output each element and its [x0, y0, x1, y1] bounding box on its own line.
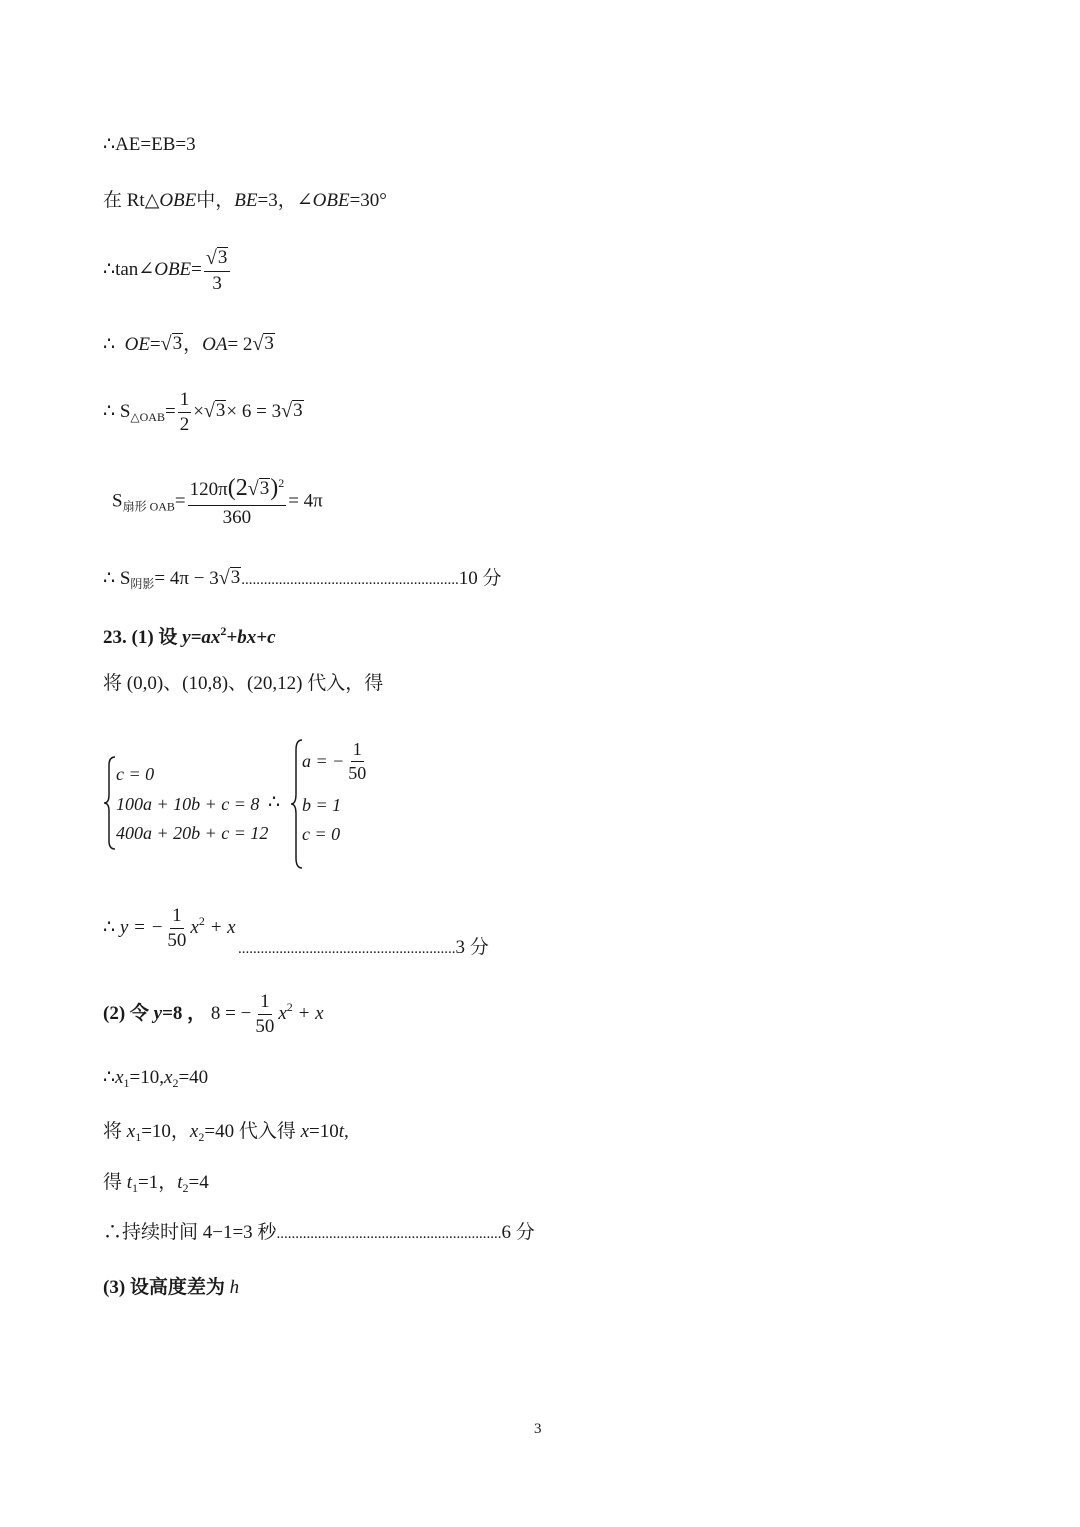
q3-h: h — [229, 1277, 240, 1298]
line-sector-area — [112, 476, 323, 528]
sys2-row-c: c = 0 — [302, 824, 341, 844]
tri-root-2: 3 — [293, 399, 303, 421]
tri-rest: × 6 = 3 — [226, 400, 282, 422]
line-ae-eb — [103, 135, 196, 154]
line-rt-triangle — [103, 191, 387, 210]
sector-fraction: 120π(2 √ 3 )$^2$ 360 — [189, 475, 285, 529]
half-den: 2 — [179, 413, 190, 435]
sub2-x1-val: =10， — [141, 1121, 190, 1142]
times-1: × — [193, 400, 204, 422]
sys2-a-fraction — [346, 740, 368, 783]
score-6: 6 分 — [501, 1222, 535, 1243]
sub2-expr-x: x — [300, 1121, 310, 1142]
var-be: BE — [234, 190, 258, 211]
var-oe: OE — [124, 333, 150, 355]
q2-num: 1 — [258, 992, 272, 1015]
q2-exp: 2 — [286, 999, 293, 1014]
line-substitute-points — [103, 674, 383, 693]
sector-exp: 2 — [278, 476, 285, 490]
var-obe-angle: OBE — [312, 190, 350, 211]
line-oe-oa: ∴ OE= √ 3 ，OA= 2 √ 3 — [103, 332, 274, 355]
sector-den: 360 — [222, 507, 252, 529]
sub2-x2-val: =40 代入得 — [204, 1121, 301, 1142]
equation-system-2 — [290, 738, 400, 870]
tan-prefix: ∴tan∠ — [103, 258, 155, 280]
q2-plus-x: + x — [292, 1002, 324, 1024]
oa-root: 3 — [264, 333, 274, 354]
tan-den: 3 — [212, 272, 222, 294]
q2-den: 50 — [255, 1015, 275, 1037]
q2-x: x — [278, 1002, 287, 1024]
sub2-x2-sub: 2 — [198, 1130, 205, 1144]
oe-root: 3 — [172, 333, 183, 354]
roots-x2-val: =40 — [178, 1067, 209, 1088]
shaded-sub: 阴影 — [130, 576, 155, 591]
q2-y: y — [153, 1002, 163, 1024]
sys2-row-b: b = 1 — [302, 795, 342, 815]
sub2-expr-rest: =10 — [309, 1121, 339, 1142]
line-t-values — [103, 1173, 209, 1194]
t1-val: =1， — [138, 1172, 178, 1193]
q23-rest: +bx+c — [226, 627, 276, 648]
oa-eq: = 2 — [227, 333, 253, 355]
therefore-4: ∴ — [103, 333, 116, 355]
left-brace-1 — [103, 755, 117, 851]
sub2-x1-sub: 1 — [135, 1130, 142, 1144]
oe-eq: = — [149, 333, 161, 355]
q23-eq: y=ax — [182, 627, 221, 648]
sys-therefore-symbol: ∴ — [268, 792, 281, 813]
tan-eq: = — [191, 258, 202, 280]
q2-fraction — [253, 992, 276, 1037]
line-q2 — [103, 992, 324, 1037]
therefore-7: ∴ S — [103, 567, 131, 589]
shaded-root: 3 — [230, 567, 241, 588]
line-score-3 — [238, 938, 489, 957]
tan-num-root: 3 — [217, 247, 228, 268]
sector-paren-r: ) — [270, 475, 279, 501]
half-fraction — [178, 390, 192, 435]
roots-x1: x — [115, 1067, 124, 1088]
q3-label: (3) 设高度差为 — [103, 1277, 230, 1298]
sector-eq: = — [174, 490, 186, 512]
t1: t — [126, 1172, 133, 1193]
half-num: 1 — [178, 390, 192, 413]
t1-sub: 1 — [132, 1181, 139, 1195]
res-y: y = − — [119, 916, 164, 938]
sub2-t: t — [338, 1121, 345, 1142]
triangle-sub: △OAB — [130, 409, 165, 424]
line-result-y — [103, 906, 236, 951]
sector-num-a: 120π — [189, 479, 228, 500]
res-num: 1 — [170, 906, 184, 929]
shaded-eq: = 4π − 3 — [154, 567, 219, 589]
rt-mid: 中， — [196, 190, 235, 211]
dotted-leader-3: .......................................................... — [238, 941, 456, 957]
sys1-row-3: 400a + 20b + c = 12 — [116, 823, 269, 843]
res-exp: 2 — [198, 913, 205, 928]
substitute-points-text: 将 (0,0)、(10,8)、(20,12) 代入，得 — [103, 673, 384, 694]
line-duration — [103, 1223, 535, 1242]
q2-eq8: =8 ， — [162, 1002, 207, 1024]
q2-label: (2) 令 — [103, 1002, 154, 1024]
line-q3 — [103, 1278, 239, 1297]
res-fraction — [165, 906, 188, 951]
sys2-row-a — [302, 740, 370, 783]
triangle-eq: = — [164, 400, 176, 422]
var-oa: OA — [202, 333, 228, 355]
sys2-a-prefix: a = − — [302, 751, 345, 772]
sys2-a-num: 1 — [351, 740, 364, 762]
score-3: 3 分 — [455, 937, 489, 958]
sys2-a-den: 50 — [348, 762, 367, 783]
sub2-prefix: 将 — [103, 1121, 127, 1142]
sub2-comma: , — [344, 1121, 349, 1142]
roots-x1-sub: 1 — [123, 1076, 130, 1090]
q23-exp: 2 — [220, 624, 227, 638]
roots-x2: x — [164, 1067, 173, 1088]
tri-root: 3 — [215, 399, 226, 421]
roots-x2-sub: 2 — [172, 1076, 179, 1090]
dotted-leader-6: ............................................................ — [276, 1226, 502, 1242]
angle-value: =30° — [349, 190, 387, 211]
q2-rhs: 8 = − — [210, 1002, 252, 1024]
dotted-leader-10: .......................................................... — [241, 571, 459, 588]
t-prefix: 得 — [103, 1172, 127, 1193]
t2-val: =4 — [188, 1172, 209, 1193]
rt-prefix: 在 Rt△ — [103, 190, 160, 211]
therefore-roots: ∴ — [103, 1067, 116, 1088]
sector-paren-l: (2 — [227, 475, 248, 501]
t2: t — [177, 1172, 183, 1193]
line-q23-1 — [103, 625, 276, 647]
sector-s: S — [112, 490, 123, 512]
ae-eb-text: ∴AE=EB=3 — [103, 134, 196, 155]
page-number: 3 — [534, 1421, 542, 1437]
line-tan — [103, 247, 232, 294]
line-roots — [103, 1068, 208, 1089]
comma-4: ， — [183, 333, 203, 355]
q23-label: 23. (1) 设 — [103, 627, 183, 648]
therefore-res: ∴ — [103, 916, 120, 938]
sub2-x2: x — [189, 1121, 199, 1142]
sub2-x1: x — [126, 1121, 136, 1142]
therefore-5: ∴ S — [103, 400, 131, 422]
sys1-row-1: c = 0 — [116, 764, 155, 784]
tan-fraction: √ 3 3 — [204, 247, 230, 294]
line-triangle-area: ∴ $S_{\triangle OAB}=$ $\frac{1}{2}$ × √ 3 × 6 = 3 √ 3 — [103, 389, 303, 435]
score-10: 10 分 — [458, 567, 502, 589]
sector-sub: 扇形 OAB — [122, 499, 175, 514]
res-plus-x: + x — [204, 916, 236, 938]
res-den: 50 — [167, 929, 187, 951]
t2-sub: 2 — [182, 1181, 189, 1195]
res-x: x — [190, 916, 199, 938]
var-obe: OBE — [159, 190, 197, 211]
sys1-row-2: 100a + 10b + c = 8 — [116, 794, 260, 814]
line-substitute-x — [103, 1122, 349, 1143]
roots-x1-val: =10, — [129, 1067, 164, 1088]
tan-var: OBE — [154, 258, 192, 280]
sector-rhs: = 4π — [288, 490, 323, 512]
duration-text: ∴持续时间 4−1=3 秒 — [103, 1222, 277, 1243]
equation-system-1 — [103, 755, 273, 855]
system-therefore — [268, 793, 280, 812]
line-shaded-area: ∴ $S_{阴影}= 4\pi - 3$ √ 3 ..........................................................10 分 — [103, 566, 502, 591]
sector-root: 3 — [259, 478, 270, 500]
be-value: =3，∠ — [257, 190, 313, 211]
